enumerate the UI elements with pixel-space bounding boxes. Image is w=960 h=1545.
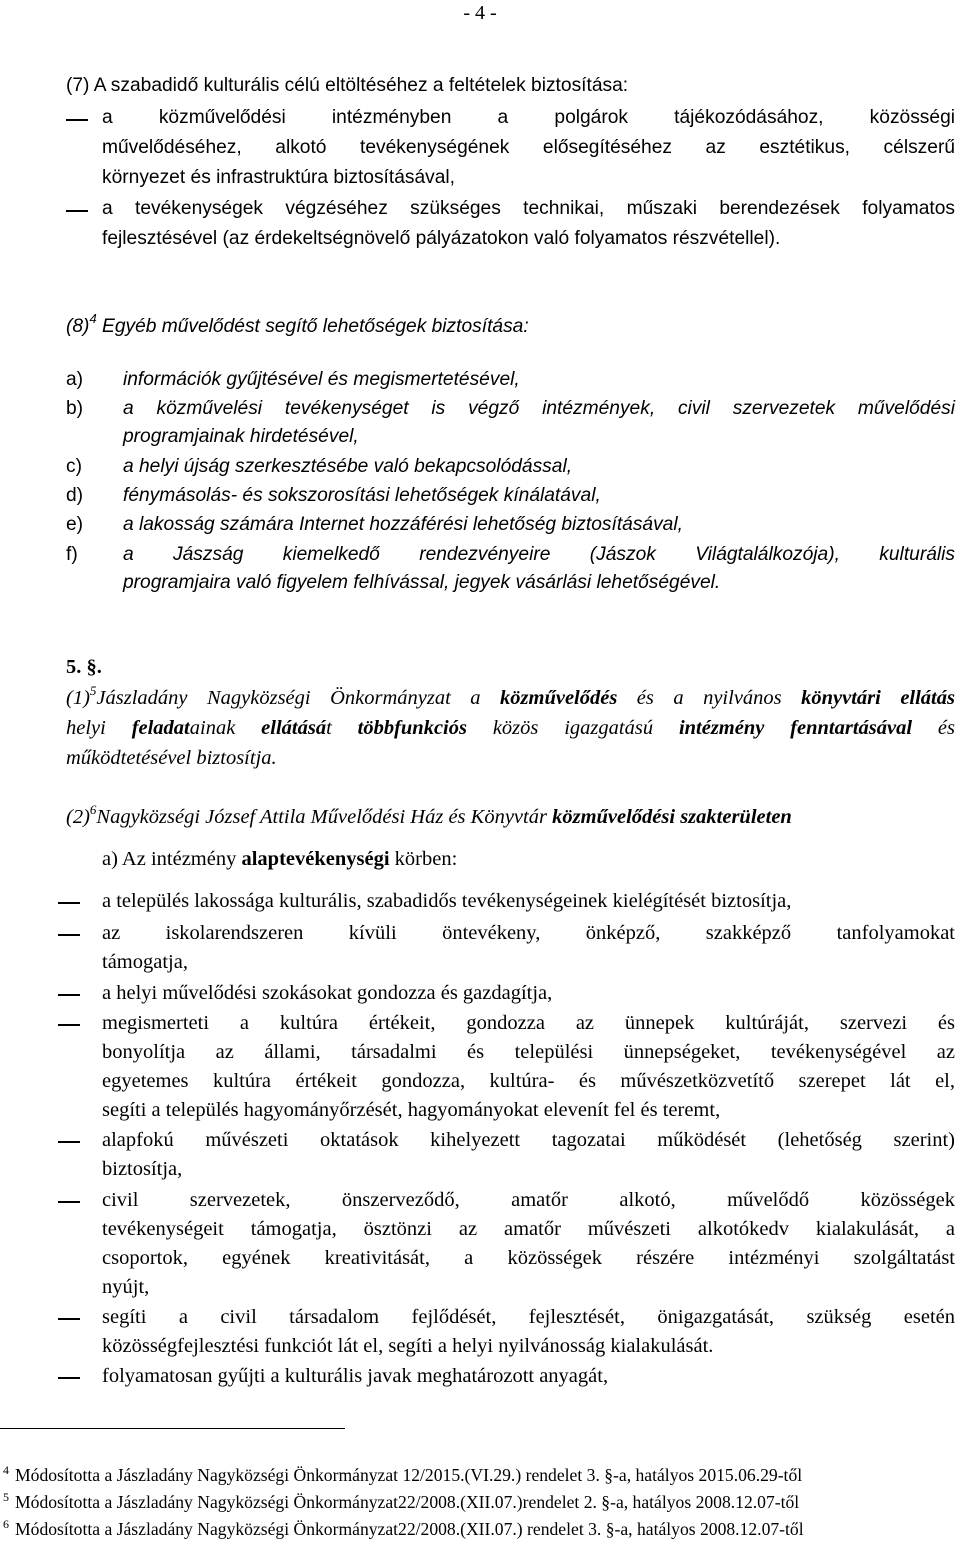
p1-l2-run: ainak xyxy=(189,717,262,739)
footnote-5 xyxy=(3,1491,799,1515)
item-letter-b: b) xyxy=(66,398,84,419)
bullet-6-line-1: civil szervezetek, önszerveződő, amatőr alkotó, művelődő közösségek xyxy=(102,1189,955,1211)
bullet-4-line-1: megismerteti a kultúra értékeit, gondozza az ünnepek kultúráját, szervezi és xyxy=(102,1012,955,1034)
bullet-7-line-1: segíti a civil társadalom fejlődését, fejlesztését, önigazgatását, szükség esetén xyxy=(102,1306,955,1328)
item-b-text-line-2: programjainak hirdetésével, xyxy=(123,426,359,447)
scope-suffix: körben: xyxy=(389,848,458,870)
item-letter-c: c) xyxy=(66,456,82,477)
item-letter-d: d) xyxy=(66,485,84,506)
item-b-text-line-1: a közművelési tevékenységet is végző intézmények, civil szervezetek művelődési xyxy=(123,398,955,419)
paragraph-1-line-1 xyxy=(66,683,955,712)
footnote-number: 6 xyxy=(3,1517,9,1531)
p1-l2-run-bold: intézmény fenntartásával xyxy=(678,717,913,739)
p1-l2-run-bold: ellátásá xyxy=(261,717,327,739)
bullet-6-line-2: tevékenységeit támogatja, ösztönzi az amatőr művészeti alkotókedv kialakulását, a xyxy=(102,1218,955,1240)
dash-bullet xyxy=(58,1318,80,1320)
item-letter-f: f) xyxy=(66,544,78,565)
footnote-4 xyxy=(3,1464,802,1488)
bullet-4-line-2: bonyolítja az állami, társadalmi és települési ünnepségeket, tevékenységével az xyxy=(102,1041,955,1063)
p1-l2-run: közös igazgatású xyxy=(466,717,679,739)
dash-bullet xyxy=(58,934,80,936)
p1-l2-run: helyi xyxy=(66,717,132,739)
bullet-2-line-1: az iskolarendszeren kívüli öntevékeny, önképző, szakképző tanfolyamokat xyxy=(102,922,955,944)
dash-bullet xyxy=(58,1377,80,1379)
bullet-1-line-1: a település lakossága kulturális, szabadidős tevékenységeinek kielégítését biztosítja, xyxy=(102,890,792,912)
item-f-text-line-1: a Jászság kiemelkedő rendezvényeire (Jászok Világtalálkozója), kulturális xyxy=(123,544,955,565)
item-letter-a: a) xyxy=(66,369,84,390)
section-7-bullet-1-line-3: környezet és infrastruktúra biztosításával, xyxy=(102,167,455,188)
bullet-6-line-4: nyújt, xyxy=(102,1276,150,1298)
footnote-ref-4: 4 xyxy=(89,311,97,326)
footnote-separator xyxy=(0,1428,345,1429)
section-7-bullet-1-line-2: művelődéséhez, alkotó tevékenységének elősegítéséhez az esztétikus, célszerű xyxy=(102,137,955,158)
dash-bullet xyxy=(58,902,80,904)
p1-l2-run-bold: feladat xyxy=(131,717,190,739)
section-7-bullet-2-line-1: a tevékenységek végzéséhez szükséges technikai, műszaki berendezések folyamatos xyxy=(102,198,955,219)
paragraph-2 xyxy=(66,802,792,831)
page-number: - 4 - xyxy=(463,2,497,24)
item-d-text: fénymásolás- és sokszorosítási lehetőségek kínálatával, xyxy=(123,485,601,506)
scope-prefix: a) Az intézmény xyxy=(102,848,242,870)
bullet-2-line-2: támogatja, xyxy=(102,951,188,973)
section-7-heading: (7) A szabadidő kulturális célú eltöltéséhez a feltételek biztosítása: xyxy=(66,75,629,96)
footnote-number: 5 xyxy=(3,1490,9,1504)
p1-l2-run: t xyxy=(326,717,358,739)
paragraph-2-text: Nagyközségi József Attila Művelődési Ház és Könyvtár xyxy=(96,806,553,828)
bullet-7-line-2: közösségfejlesztési funkciót lát el, segíti a helyi nyilvánosság kialakulását. xyxy=(102,1335,714,1357)
scope-intro xyxy=(102,847,457,871)
p1-l1-run-bold: közművelődés xyxy=(500,687,618,709)
bullet-3-line-1: a helyi művelődési szokásokat gondozza és gazdagítja, xyxy=(102,982,553,1004)
p1-l2-run-bold: többfunkciós xyxy=(357,717,467,739)
item-c-text: a helyi újság szerkesztésébe való bekapcsolódással, xyxy=(123,456,573,477)
bullet-4-line-4: segíti a település hagyományőrzését, hagyományokat elevenít fel és teremt, xyxy=(102,1099,721,1121)
paragraph-2-bold: közművelődési szakterületen xyxy=(552,806,792,828)
dash-bullet xyxy=(58,1141,80,1143)
bullet-4-line-3: egyetemes kultúra értékeit gondozza, kultúra- és művészetközvetítő szerepet lát el, xyxy=(102,1070,955,1092)
item-f-text-line-2: programjaira való figyelem felhívással, jegyek vásárlási lehetőségével. xyxy=(123,572,721,593)
p1-l2-run: és xyxy=(912,717,956,739)
footnote-text: Módosította a Jászladány Nagyközségi Önkormányzat 12/2015.(VI.29.) rendelet 3. §-a, hatályos 2015.06.29-től xyxy=(15,1465,803,1485)
item-e-text: a lakosság számára Internet hozzáférési lehetőség biztosításával, xyxy=(123,514,683,535)
section-8-number: (8) xyxy=(66,316,90,337)
paragraph-1-line-3: működtetésével biztosítja. xyxy=(66,747,277,769)
p1-l1-run-bold: könyvtári ellátás xyxy=(801,687,955,709)
dash-bullet xyxy=(58,994,80,996)
dash-bullet xyxy=(66,119,88,121)
section-7-bullet-1-line-1: a közművelődési intézményben a polgárok tájékozódásához, közösségi xyxy=(102,107,955,128)
bullet-6-line-3: csoportok, egyének kreativitását, a közösségek részére intézményi szolgáltatást xyxy=(102,1247,955,1269)
section-8-heading xyxy=(66,311,529,340)
dash-bullet xyxy=(58,1201,80,1203)
p1-l1-run: Jászladány Nagyközségi Önkormányzat a xyxy=(96,687,501,709)
p1-l1-run: és a nyilvános xyxy=(617,687,802,709)
item-letter-e: e) xyxy=(66,514,84,535)
bullet-5-line-1: alapfokú művészeti oktatások kihelyezett tagozatai működését (lehetőség szerint) xyxy=(102,1129,955,1151)
footnote-6 xyxy=(3,1518,804,1542)
bullet-5-line-2: biztosítja, xyxy=(102,1158,183,1180)
item-a-text: információk gyűjtésével és megismertetésével, xyxy=(123,369,520,390)
footnote-ref-5: 5 xyxy=(89,683,97,698)
scope-bold: alaptevékenységi xyxy=(241,848,390,870)
paragraph-heading: 5. §. xyxy=(66,656,102,678)
footnote-ref-6: 6 xyxy=(89,802,97,817)
paragraph-2-number: (2) xyxy=(66,806,90,828)
footnote-number: 4 xyxy=(3,1463,9,1477)
dash-bullet xyxy=(66,210,88,212)
footnote-text: Módosította a Jászladány Nagyközségi Önkormányzat22/2008.(XII.07.)rendelet 2. §-a, hatályos 2008.12.07-től xyxy=(15,1492,800,1512)
footnote-text: Módosította a Jászladány Nagyközségi Önkormányzat22/2008.(XII.07.) rendelet 3. §-a, hatályos 2008.12.07-től xyxy=(15,1519,804,1539)
section-8-title: Egyéb művelődést segítő lehetőségek biztosítása: xyxy=(96,316,529,337)
section-7-bullet-2-line-2: fejlesztésével (az érdekeltségnövelő pályázatokon való folyamatos részvétellel). xyxy=(102,228,781,249)
dash-bullet xyxy=(58,1024,80,1026)
paragraph-1-number: (1) xyxy=(66,687,90,709)
paragraph-1-line-2 xyxy=(66,716,955,740)
bullet-8-line-1: folyamatosan gyűjti a kulturális javak meghatározott anyagát, xyxy=(102,1365,609,1387)
